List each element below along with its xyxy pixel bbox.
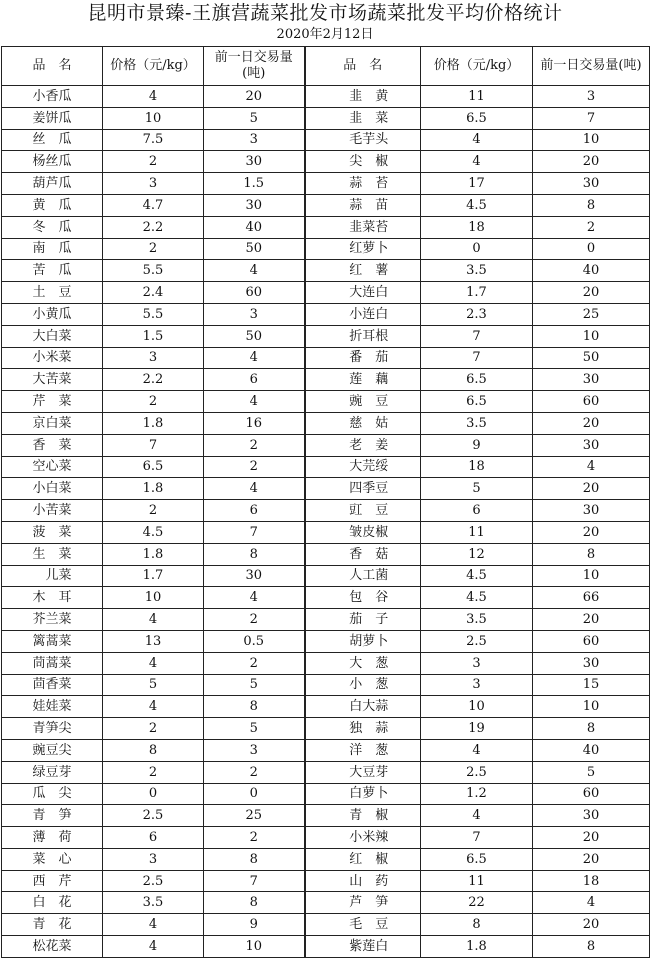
vegetable-name: 洋 葱 [305,739,421,761]
header-price-right: 价格（元/kg） [421,47,533,86]
page-title: 昆明市景臻-王旗营蔬菜批发市场蔬菜批发平均价格统计 [87,2,563,24]
vegetable-name: 小苦菜 [2,500,103,522]
price-value: 3.5 [421,260,533,282]
price-value: 2 [103,238,204,260]
volume-value: 4 [204,260,305,282]
volume-value: 18 [533,870,650,892]
table-row [2,609,650,631]
price-value: 1.8 [103,412,204,434]
price-value: 3 [103,347,204,369]
price-value: 4.5 [421,587,533,609]
price-value: 1.8 [421,936,533,958]
volume-value: 30 [533,173,650,195]
price-value: 11 [421,870,533,892]
volume-value: 10 [533,565,650,587]
vegetable-name: 韭 菜 [305,107,421,129]
price-value: 6 [421,500,533,522]
price-value: 2.2 [103,216,204,238]
table-row [2,587,650,609]
vegetable-name: 苦 瓜 [2,260,103,282]
price-value: 4 [421,739,533,761]
vegetable-name: 大芫绥 [305,456,421,478]
volume-value: 60 [533,391,650,413]
header-volume-left: 前一日交易量(吨) [204,47,305,86]
table-row [2,521,650,543]
volume-value: 16 [204,412,305,434]
volume-value: 6 [204,369,305,391]
price-value: 6.5 [103,456,204,478]
volume-value: 40 [533,260,650,282]
volume-value: 4 [533,892,650,914]
price-value: 3 [421,652,533,674]
volume-value: 20 [533,151,650,173]
header-name-left: 品 名 [2,47,103,86]
price-value: 0 [103,783,204,805]
price-value: 5 [421,478,533,500]
vegetable-name: 茴香菜 [2,674,103,696]
vegetable-name: 白大蒜 [305,696,421,718]
price-value: 2.5 [421,761,533,783]
vegetable-name: 青 笋 [2,805,103,827]
price-value: 1.2 [421,783,533,805]
volume-value: 20 [533,914,650,936]
volume-value: 8 [533,194,650,216]
vegetable-name: 小香瓜 [2,86,103,108]
volume-value: 3 [204,739,305,761]
volume-value: 2 [204,609,305,631]
vegetable-name: 芹 菜 [2,391,103,413]
table-row [2,369,650,391]
price-value: 7 [103,434,204,456]
table-row [2,238,650,260]
table-row [2,194,650,216]
vegetable-name: 韭菜苔 [305,216,421,238]
volume-value: 0 [204,783,305,805]
table-row [2,325,650,347]
table-row [2,282,650,304]
vegetable-name: 四季豆 [305,478,421,500]
volume-value: 7 [204,870,305,892]
volume-value: 25 [204,805,305,827]
vegetable-name: 芥兰菜 [2,609,103,631]
table-row [2,347,650,369]
price-value: 10 [103,587,204,609]
price-value: 10 [421,696,533,718]
volume-value: 66 [533,587,650,609]
table-row [2,500,650,522]
table-row [2,412,650,434]
price-value: 2.5 [421,630,533,652]
volume-value: 4 [204,587,305,609]
volume-value: 8 [204,543,305,565]
volume-value: 3 [533,86,650,108]
price-value: 2.5 [103,805,204,827]
volume-value: 0.5 [204,630,305,652]
vegetable-name: 丝 瓜 [2,129,103,151]
vegetable-name: 青笋尖 [2,718,103,740]
vegetable-name: 小连白 [305,303,421,325]
price-value: 7.5 [103,129,204,151]
table-row [2,543,650,565]
vegetable-name: 杨丝瓜 [2,151,103,173]
volume-value: 6 [204,500,305,522]
volume-value: 30 [204,565,305,587]
volume-value: 3 [204,129,305,151]
volume-value: 2 [204,434,305,456]
vegetable-name: 冬 瓜 [2,216,103,238]
vegetable-name: 大白菜 [2,325,103,347]
price-value: 5.5 [103,260,204,282]
table-row [2,303,650,325]
vegetable-name: 小白菜 [2,478,103,500]
vegetable-name: 小米辣 [305,827,421,849]
vegetable-name: 京白菜 [2,412,103,434]
volume-value: 5 [204,107,305,129]
volume-value: 20 [533,827,650,849]
price-value: 4 [103,936,204,958]
price-value: 8 [421,914,533,936]
table-row [2,696,650,718]
price-value: 4 [421,151,533,173]
price-value: 1.7 [103,565,204,587]
vegetable-name: 青 椒 [305,805,421,827]
volume-value: 5 [533,761,650,783]
price-value: 6 [103,827,204,849]
volume-value: 2 [204,652,305,674]
volume-value: 9 [204,914,305,936]
vegetable-name: 红萝卜 [305,238,421,260]
price-value: 4.7 [103,194,204,216]
table-row [2,260,650,282]
vegetable-name: 白 花 [2,892,103,914]
price-value: 6.5 [421,107,533,129]
price-value: 7 [421,347,533,369]
volume-value: 40 [204,216,305,238]
price-value: 3 [421,674,533,696]
vegetable-name: 山 药 [305,870,421,892]
vegetable-name: 菠 菜 [2,521,103,543]
volume-value: 8 [204,696,305,718]
vegetable-name: 生 菜 [2,543,103,565]
table-row [2,151,650,173]
table-row [2,391,650,413]
vegetable-name: 白萝卜 [305,783,421,805]
volume-value: 20 [533,282,650,304]
price-value: 2.5 [103,870,204,892]
table-row [2,565,650,587]
vegetable-name: 葫芦瓜 [2,173,103,195]
price-value: 2 [103,391,204,413]
vegetable-name: 香 菜 [2,434,103,456]
table-row [2,86,650,108]
table-row [2,892,650,914]
volume-value: 2 [204,456,305,478]
vegetable-name: 折耳根 [305,325,421,347]
price-value: 4.5 [421,194,533,216]
volume-value: 30 [533,434,650,456]
price-value: 3.5 [421,412,533,434]
price-value: 2 [103,151,204,173]
volume-value: 8 [204,848,305,870]
price-value: 7 [421,827,533,849]
table-row [2,478,650,500]
price-value: 2.4 [103,282,204,304]
table-row [2,173,650,195]
price-value: 18 [421,216,533,238]
vegetable-name: 空心菜 [2,456,103,478]
table-row [2,805,650,827]
volume-value: 4 [204,347,305,369]
vegetable-name: 绿豆芽 [2,761,103,783]
vegetable-name: 瓜 尖 [2,783,103,805]
volume-value: 4 [533,456,650,478]
volume-value: 20 [533,521,650,543]
table-row [2,107,650,129]
price-value: 4 [421,805,533,827]
price-value: 5 [103,674,204,696]
table-row [2,783,650,805]
price-value: 11 [421,86,533,108]
vegetable-name: 豌 豆 [305,391,421,413]
vegetable-name: 毛芋头 [305,129,421,151]
price-value: 2.2 [103,369,204,391]
table-row [2,129,650,151]
table-row [2,761,650,783]
price-value: 1.5 [103,325,204,347]
vegetable-name: 豌豆尖 [2,739,103,761]
volume-value: 30 [533,805,650,827]
price-value: 6.5 [421,391,533,413]
vegetable-name: 小 葱 [305,674,421,696]
vegetable-name: 黄 瓜 [2,194,103,216]
volume-value: 10 [533,696,650,718]
vegetable-name: 胡萝卜 [305,630,421,652]
vegetable-name: 西 芹 [2,870,103,892]
vegetable-name: 尖 椒 [305,151,421,173]
price-value: 1.8 [103,543,204,565]
price-value: 10 [103,107,204,129]
vegetable-name: 姜饼瓜 [2,107,103,129]
volume-value: 10 [204,936,305,958]
vegetable-name: 茼蒿菜 [2,652,103,674]
vegetable-name: 南 瓜 [2,238,103,260]
price-value: 13 [103,630,204,652]
price-value: 4 [103,86,204,108]
price-value: 12 [421,543,533,565]
volume-value: 50 [204,238,305,260]
volume-value: 0 [533,238,650,260]
volume-value: 60 [204,282,305,304]
report-date: 2020年2月12日 [276,27,374,42]
volume-value: 1.5 [204,173,305,195]
vegetable-name: 韭 黄 [305,86,421,108]
price-value: 7 [421,325,533,347]
vegetable-name: 皱皮椒 [305,521,421,543]
volume-value: 4 [204,391,305,413]
vegetable-name: 松花菜 [2,936,103,958]
price-value: 6.5 [421,369,533,391]
volume-value: 8 [204,892,305,914]
vegetable-name: 紫莲白 [305,936,421,958]
price-value: 4 [421,129,533,151]
vegetable-name: 土 豆 [2,282,103,304]
volume-value: 20 [533,412,650,434]
table-row [2,739,650,761]
price-value: 18 [421,456,533,478]
price-value: 22 [421,892,533,914]
vegetable-name: 大 葱 [305,652,421,674]
vegetable-name: 薄 荷 [2,827,103,849]
table-row [2,914,650,936]
price-value: 3 [103,848,204,870]
header-volume-right: 前一日交易量(吨) [533,47,650,86]
volume-value: 50 [533,347,650,369]
vegetable-name: 红 薯 [305,260,421,282]
price-value: 4 [103,696,204,718]
price-value: 4 [103,652,204,674]
vegetable-name: 菜 心 [2,848,103,870]
volume-value: 2 [204,761,305,783]
volume-value: 7 [204,521,305,543]
price-value: 2 [103,500,204,522]
table-row [2,216,650,238]
volume-value: 5 [204,674,305,696]
volume-value: 8 [533,543,650,565]
price-value: 4.5 [103,521,204,543]
price-value: 4.5 [421,565,533,587]
vegetable-name: 青 花 [2,914,103,936]
vegetable-name: 木 耳 [2,587,103,609]
vegetable-name: 毛 豆 [305,914,421,936]
vegetable-name: 老 姜 [305,434,421,456]
table-row [2,652,650,674]
vegetable-name: 大连白 [305,282,421,304]
vegetable-name: 大豆芽 [305,761,421,783]
vegetable-name: 包 谷 [305,587,421,609]
price-value: 3 [103,173,204,195]
vegetable-name: 慈 姑 [305,412,421,434]
volume-value: 8 [533,718,650,740]
volume-value: 30 [533,500,650,522]
volume-value: 30 [533,652,650,674]
vegetable-name: 小米菜 [2,347,103,369]
volume-value: 7 [533,107,650,129]
price-value: 4 [103,914,204,936]
vegetable-name: 豇 豆 [305,500,421,522]
price-value: 9 [421,434,533,456]
volume-value: 3 [204,303,305,325]
vegetable-name: 莲 藕 [305,369,421,391]
volume-value: 30 [204,194,305,216]
header-price-left: 价格（元/kg） [103,47,204,86]
price-value: 1.8 [103,478,204,500]
volume-value: 30 [204,151,305,173]
volume-value: 20 [204,86,305,108]
price-value: 8 [103,739,204,761]
price-value: 4 [103,609,204,631]
vegetable-name: 红 椒 [305,848,421,870]
vegetable-name: 儿菜 [2,565,103,587]
vegetable-name: 芦 笋 [305,892,421,914]
volume-value: 2 [204,827,305,849]
volume-value: 20 [533,609,650,631]
price-value: 2 [103,718,204,740]
vegetable-name: 人工菌 [305,565,421,587]
price-value: 5.5 [103,303,204,325]
vegetable-name: 香 菇 [305,543,421,565]
price-value: 17 [421,173,533,195]
price-value: 2 [103,761,204,783]
volume-value: 15 [533,674,650,696]
vegetable-name: 篱蒿菜 [2,630,103,652]
vegetable-name: 独 蒜 [305,718,421,740]
table-row [2,848,650,870]
volume-value: 30 [533,369,650,391]
vegetable-name: 蒜 苗 [305,194,421,216]
vegetable-name: 番 茄 [305,347,421,369]
price-value: 19 [421,718,533,740]
volume-value: 25 [533,303,650,325]
table-header-row [2,47,650,86]
volume-value: 5 [204,718,305,740]
table-row [2,630,650,652]
table-row [2,936,650,958]
table-row [2,870,650,892]
vegetable-name: 大苦菜 [2,369,103,391]
price-value: 3.5 [103,892,204,914]
price-value: 2.3 [421,303,533,325]
volume-value: 50 [204,325,305,347]
table-row [2,827,650,849]
volume-value: 10 [533,325,650,347]
price-value: 1.7 [421,282,533,304]
price-table [1,46,650,958]
table-row [2,434,650,456]
table-row [2,718,650,740]
price-value: 6.5 [421,848,533,870]
volume-value: 60 [533,783,650,805]
vegetable-name: 茄 子 [305,609,421,631]
volume-value: 20 [533,478,650,500]
volume-value: 60 [533,630,650,652]
price-value: 3.5 [421,609,533,631]
volume-value: 2 [533,216,650,238]
vegetable-name: 娃娃菜 [2,696,103,718]
price-value: 11 [421,521,533,543]
volume-value: 40 [533,739,650,761]
header-name-right: 品 名 [305,47,421,86]
volume-value: 10 [533,129,650,151]
volume-value: 8 [533,936,650,958]
volume-value: 20 [533,848,650,870]
table-row [2,456,650,478]
volume-value: 4 [204,478,305,500]
table-row [2,674,650,696]
vegetable-name: 小黄瓜 [2,303,103,325]
price-value: 0 [421,238,533,260]
vegetable-name: 蒜 苔 [305,173,421,195]
